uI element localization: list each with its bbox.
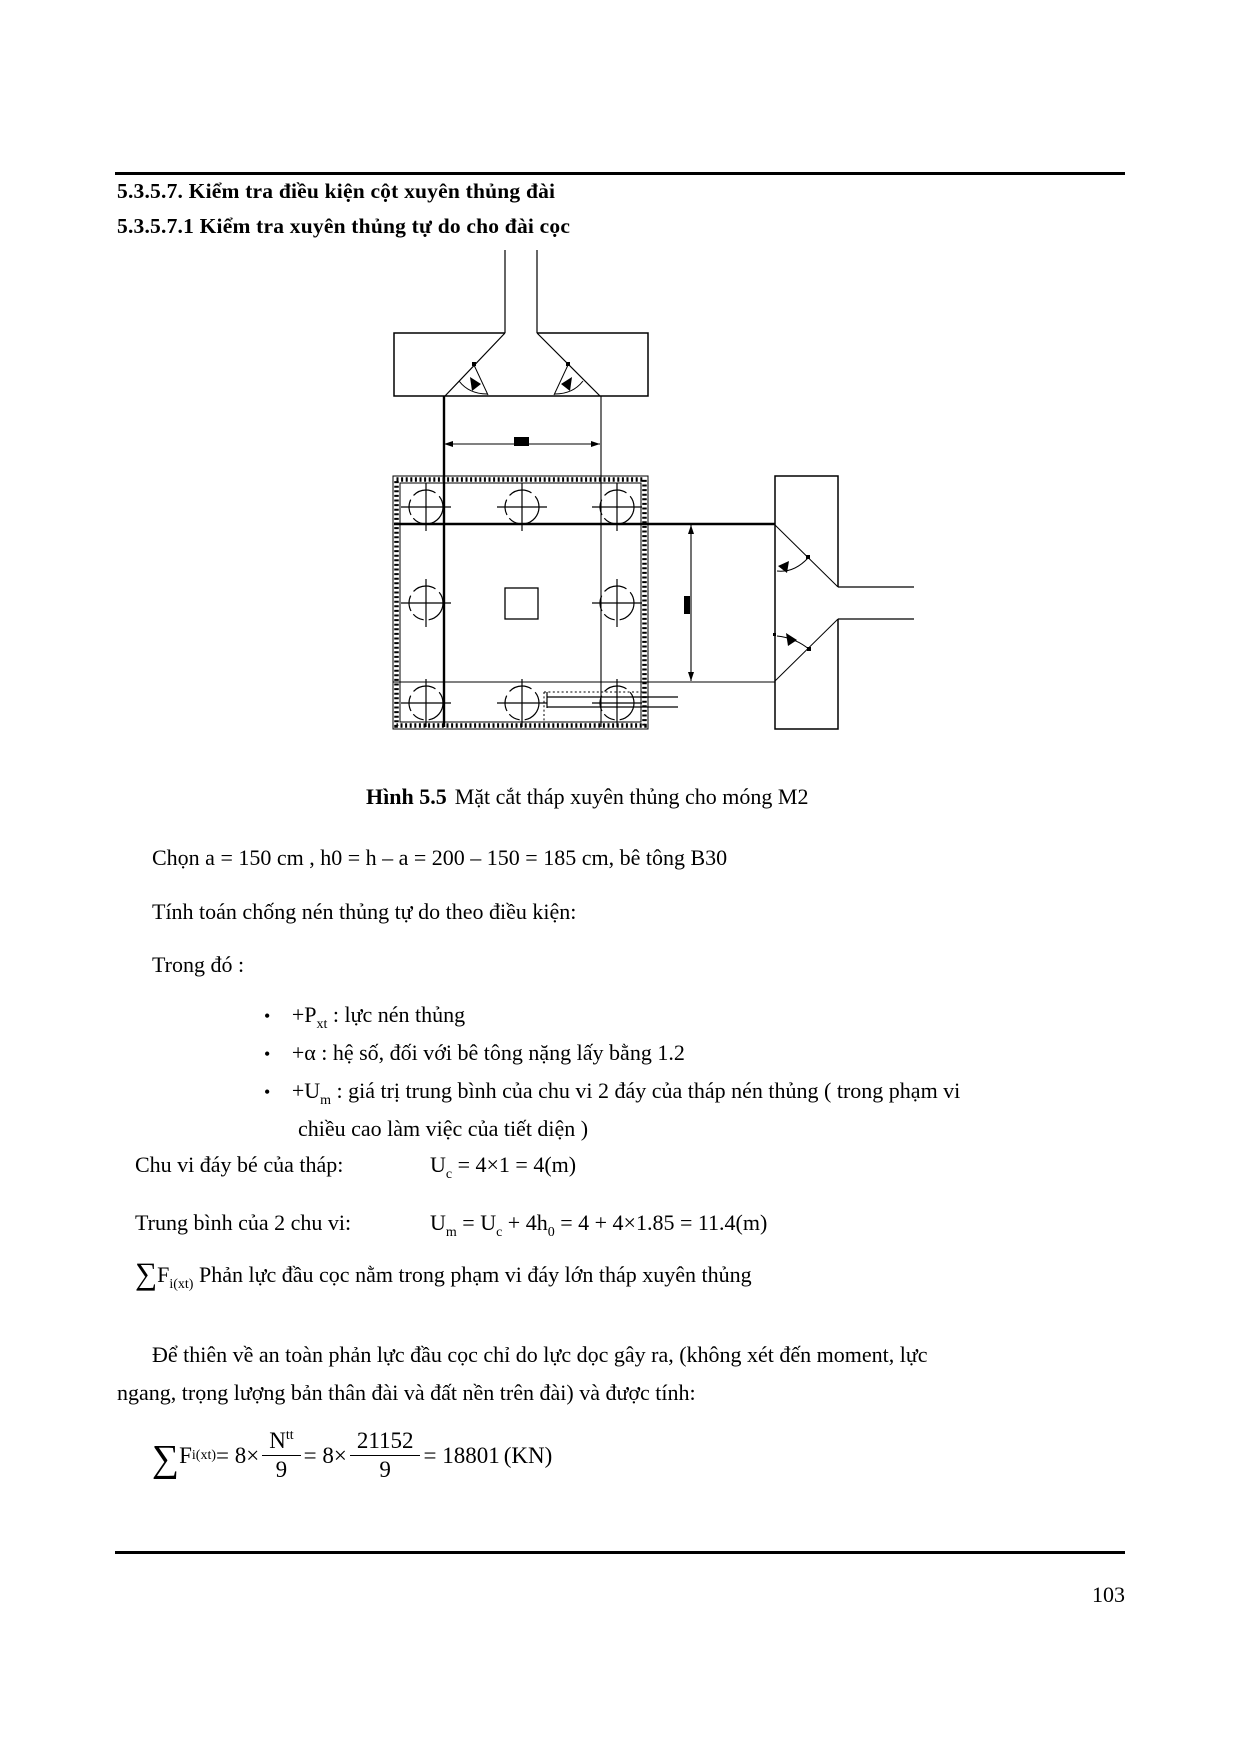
bullet-item-pxt	[264, 1002, 466, 1032]
subsection-heading: 5.3.5.7.1 Kiểm tra xuyên thủng tự do cho đài cọc	[117, 214, 571, 238]
pile-symbol	[497, 679, 547, 727]
line-trong-do: Trong đó :	[152, 952, 245, 977]
pile-symbols	[401, 483, 642, 727]
line-chon: Chọn a = 150 cm , h0 = h – a = 200 – 150 = 185 cm, bê tông B30	[152, 845, 728, 870]
sigma-symbol: ∑	[135, 1256, 158, 1291]
angle-arrow-right	[561, 377, 572, 391]
angle-tick-edge	[773, 633, 776, 636]
bullet-text: $+P_{xt}$ : lực nén thủng	[291, 1002, 466, 1032]
uc-formula: $U_c = 4\times 1 = 4(m)$	[430, 1152, 577, 1182]
punching-cone-bottom-diagonal	[775, 619, 838, 681]
bullet-icon: •	[264, 1006, 271, 1026]
dim-arrow-top	[688, 525, 694, 534]
line-trung-binh	[135, 1210, 1035, 1240]
dimension-label-block-vertical	[684, 596, 690, 614]
angle-tick-left	[472, 362, 476, 366]
angle-tick-right	[566, 362, 570, 366]
line-chu-vi	[135, 1152, 935, 1182]
formula-unit: (KN)	[503, 1442, 553, 1468]
angle-arrow-left	[470, 377, 481, 391]
dim-arrow-left	[444, 441, 453, 447]
bullet-item-um	[264, 1078, 961, 1108]
top-elevation-view	[394, 250, 648, 727]
plan-view	[393, 476, 775, 729]
angle-leg-left	[474, 365, 488, 395]
pile-symbol	[592, 679, 642, 727]
dim-arrow-right	[591, 441, 600, 447]
figure-caption-label: Hình 5.5	[366, 784, 447, 809]
fraction-ntt-9: $\frac{N^{tt}}{9}$	[262, 1428, 300, 1484]
angle-arrow-bottom-right-view	[786, 633, 797, 646]
paragraph-line-1: Để thiên về an toàn phản lực đầu cọc chỉ do lực dọc gây ra, (không xét đến moment, lực	[152, 1342, 928, 1367]
bullet-icon: •	[264, 1082, 271, 1102]
figure-caption-text: Mặt cắt tháp xuyên thủng cho móng M2	[454, 784, 809, 809]
right-elevation-view	[773, 476, 914, 729]
angle-tick-top-right-view	[806, 555, 810, 559]
dim-arrow-bottom	[688, 672, 694, 681]
angle-tick-bottom-right-view	[807, 647, 811, 651]
figure-caption	[366, 784, 808, 810]
column-plan-square	[505, 588, 538, 619]
dimension-label-block	[514, 437, 529, 446]
angle-leg-right	[554, 365, 568, 395]
trung-binh-label: Trung bình của 2 chu vi:	[135, 1210, 352, 1235]
paragraph-line-2: ngang, trọng lượng bản thân đài và đất nền trên đài) và được tính:	[117, 1380, 696, 1405]
bullet-item-alpha	[264, 1040, 685, 1066]
bullet-um-line2: chiều cao làm việc của tiết diện )	[298, 1116, 589, 1141]
bullet-icon: •	[264, 1044, 271, 1064]
sum-formula: ∑ F i(xt) = 8× $\frac{N^{tt}}{9}$ = 8× $\frac{21152}{9}$ = 18801 (KN)	[152, 1428, 553, 1483]
page-number: 103	[1092, 1582, 1125, 1607]
chu-vi-label: Chu vi đáy bé của tháp:	[135, 1152, 344, 1177]
pile-symbol	[592, 579, 642, 627]
bullet-text: $+U_m$ : giá trị trung bình của chu vi 2 đáy của tháp nén thủng ( trong phạm vi	[291, 1078, 961, 1108]
cap-section-outline	[394, 333, 648, 396]
cap-section-outline-right	[775, 476, 838, 729]
um-formula: $U_m = U_c + 4h_0 = 4 + 4\times 1.85 = 11.4(m)$	[430, 1210, 768, 1240]
line-tinh-toan: Tính toán chống nén thủng tự do theo điều kiện:	[152, 899, 577, 924]
bullet-text: +α : hệ số, đối với bê tông nặng lấy bằng 1.2	[291, 1040, 685, 1065]
fraction-21152-9: $\frac{21152}{9}$	[350, 1428, 421, 1484]
section-heading: 5.3.5.7. Kiểm tra điều kiện cột xuyên thủng đài	[117, 179, 556, 203]
footer-rule	[115, 1551, 1125, 1554]
line-sum-reaction: $\sum F_{i(xt)}$ Phản lực đầu cọc nằm trong phạm vi đáy lớn tháp xuyên thủng	[135, 1256, 752, 1292]
figure-punching-cone-drawing	[0, 0, 1240, 780]
